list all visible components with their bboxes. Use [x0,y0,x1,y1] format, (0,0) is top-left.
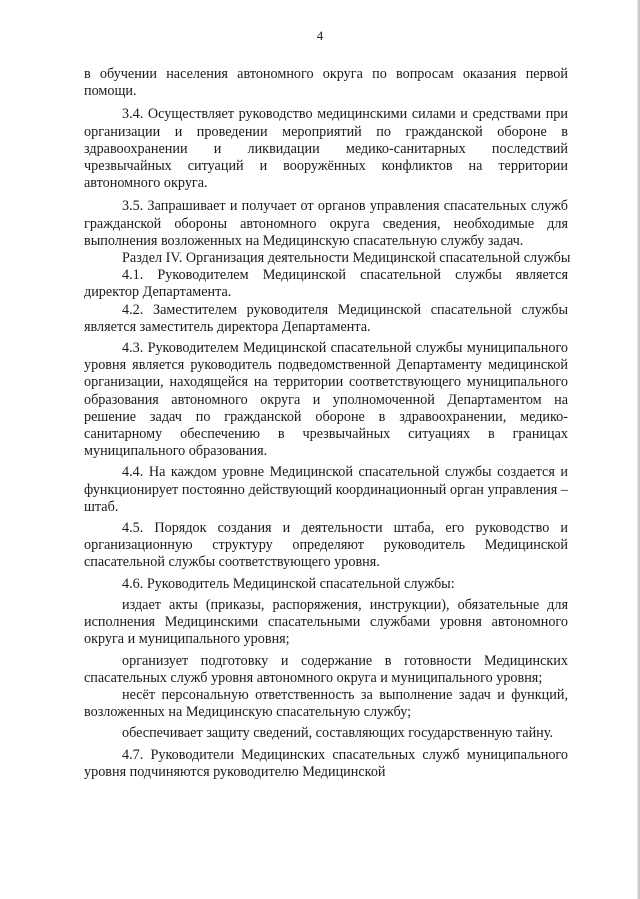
list-item-organizes-preparation: организует подготовку и содержание в готовности Медицинских спасательных служб уровня автономного округа и муниципального уровня; [84,652,568,686]
list-item-personal-responsibility: несёт персональную ответственность за выполнение задач и функций, возложенных на Медицинскую спасательную службу; [84,686,568,721]
paragraph-3-5: 3.5. Запрашивает и получает от органов управления спасательных служб гражданской обороны автономного округа сведения, необходимые для выполнения возложенных на Медицинскую спасательную службу задач. [84,198,568,249]
list-item-protects-secrets: обеспечивает защиту сведений, составляющих государственную тайну. [122,725,553,742]
paragraph-4-6: 4.6. Руководитель Медицинской спасательной службы: [122,575,455,592]
paragraph-4-1: 4.1. Руководителем Медицинской спасательной службы является директор Департамента. [84,267,568,301]
document-body [84,66,571,781]
paragraph-continuation: в обучении населения автономного округа по вопросам оказания первой помощи. [84,66,568,100]
paragraph-4-7: 4.7. Руководители Медицинских спасательных служб муниципального уровня подчиняются руководителю Медицинской [84,746,568,780]
paragraph-4-5: 4.5. Порядок создания и деятельности штаба, его руководство и организационную структуру определяют руководитель Медицинской спасательной службы соответствующего уровня. [84,520,568,571]
paragraph-4-2: 4.2. Заместителем руководителя Медицинской спасательной службы является заместитель директора Департамента. [84,301,568,335]
paragraph-4-3: 4.3. Руководителем Медицинской спасательной службы муниципального уровня является руководитель подведомственной Департаменту медицинской организации, находящейся на территории соответствующего муниципального образования автономного округа и уполномоченной Департаментом на решение задач по гражданской обороне в здравоохранении, медико-санитарному обеспечению в чрезвычайных ситуациях в границах муниципального образования. [84,340,568,460]
section-heading: Раздел IV. Организация деятельности Медицинской спасательной службы [122,250,571,267]
paragraph-3-4: 3.4. Осуществляет руководство медицинскими силами и средствами при организации и проведении мероприятий по гражданской обороне в здравоохранении и ликвидации медико-санитарных последствий чрезвычайных ситуаций и вооружённых конфликтов на территории автономного округа. [84,106,568,192]
list-item-issues-acts: издает акты (приказы, распоряжения, инструкции), обязательные для исполнения Медицинскими спасательными службами уровня автономного округа и муниципального уровня; [84,596,568,648]
page-number: 4 [316,28,324,43]
paragraph-4-4: 4.4. На каждом уровне Медицинской спасательной службы создается и функционирует постоянно действующий координационный орган управления – штаб. [84,464,568,515]
